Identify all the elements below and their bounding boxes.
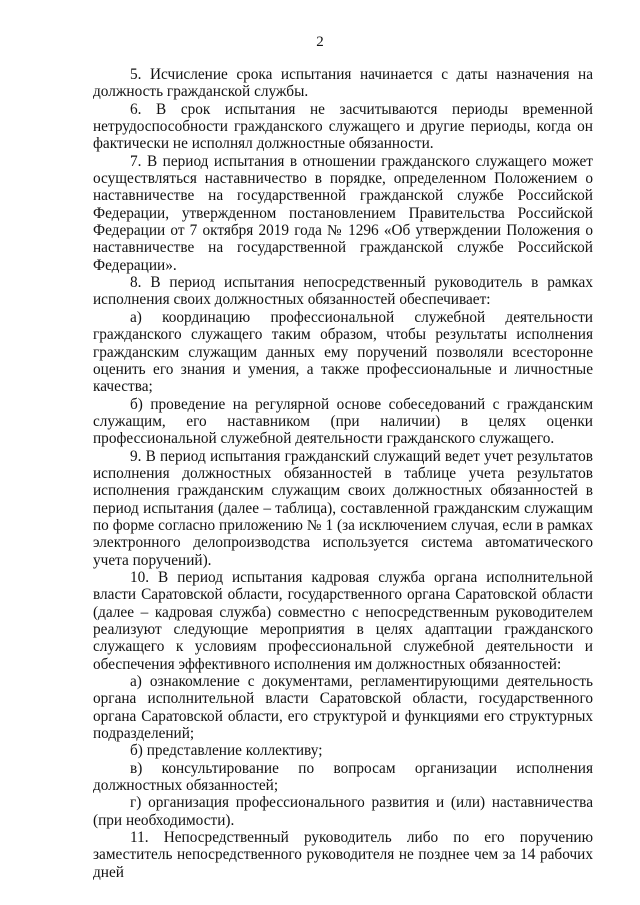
paragraph-9: 9. В период испытания гражданский служащий ведет учет результатов исполнения должностных обязанностей в таблице учета результатов исполнения гражданским служащим своих должностных обязанностей в период испытания (далее – таблица), составленной гражданским служащим по форме согласно приложению № 1 (за исключением случая, если в рамках электронного делопроизводства используется система автоматического учета поручений). <box>93 447 593 569</box>
document-body <box>93 66 593 881</box>
paragraph-10v: в) консультирование по вопросам организации исполнения должностных обязанностей; <box>93 759 593 795</box>
paragraph-8a: а) координацию профессиональной служебной деятельности гражданского служащего таким образом, чтобы результаты исполнения гражданским служащим данных ему поручений позволяли всесторонне оценить его знания и умения, а также профессиональные и личностные качества; <box>93 308 593 396</box>
paragraph-10a: а) ознакомление с документами, регламентирующими деятельность органа исполнительной власти Саратовской области, государственного органа Саратовской области, его структурой и функциями его структурных подразделений; <box>93 673 593 743</box>
paragraph-11: 11. Непосредственный руководитель либо по его поручению заместитель непосредственного руководителя не позднее чем за 14 рабочих дней <box>93 829 593 881</box>
paragraph-10g: г) организация профессионального развития и (или) наставничества (при необходимости). <box>93 794 593 829</box>
paragraph-8: 8. В период испытания непосредственный руководитель в рамках исполнения своих должностных обязанностей обеспечивает: <box>93 274 593 309</box>
paragraph-10b: б) представление коллективу; <box>130 742 323 760</box>
paragraph-6: 6. В срок испытания не засчитываются периоды временной нетрудоспособности гражданского служащего и другие периоды, когда он фактически не исполнял должностные обязанности. <box>93 100 593 153</box>
paragraph-7: 7. В период испытания в отношении гражданского служащего может осуществляться наставничество в порядке, определенном Положением о наставничестве на государственной гражданской службе Российской Федерации, утвержденном постановлением Правительства Российской Федерации от 7 октября 2019 года № 1296 «Об утверждении Положения о наставничестве на государственной гражданской службе Российской Федерации». <box>93 152 593 274</box>
paragraph-8b: б) проведение на регулярной основе собеседований с гражданским служащим, его наставником (при наличии) в целях оценки профессиональной служебной деятельности гражданского служащего. <box>93 395 593 448</box>
paragraph-5: 5. Исчисление срока испытания начинается с даты назначения на должность гражданской службы. <box>93 66 593 101</box>
paragraph-10: 10. В период испытания кадровая служба органа исполнительной власти Саратовской области, государственного органа Саратовской области (далее – кадровая служба) совместно с непосредственным руководителем реализуют следующие мероприятия в целях адаптации гражданского служащего к условиям профессиональной служебной деятельности и обеспечения эффективного исполнения им должностных обязанностей: <box>93 568 593 673</box>
page-number: 2 <box>316 34 324 50</box>
